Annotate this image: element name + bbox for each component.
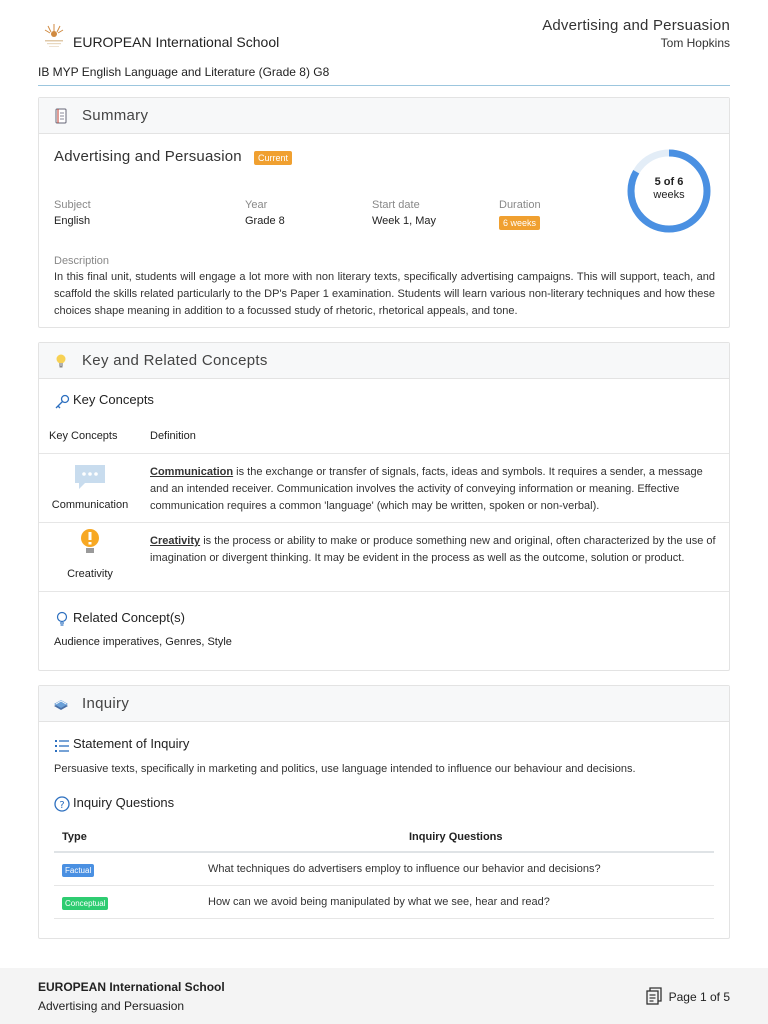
notebook-icon — [53, 108, 69, 124]
lightbulb-outline-icon — [54, 611, 70, 627]
concept-term: Creativity — [150, 535, 201, 547]
inquiry-card — [38, 685, 730, 939]
subject-label: Subject — [54, 199, 91, 211]
footer-unit-title: Advertising and Persuasion — [38, 999, 185, 1013]
summary-card — [38, 97, 730, 328]
footer-school-name: EUROPEAN International School — [38, 980, 225, 994]
inquiry-questions-title: Inquiry Questions — [73, 795, 175, 810]
page-indicator: Page 1 of 5 — [668, 990, 730, 1004]
progress-count: 5 of 6 — [654, 176, 684, 188]
start-date-value: Week 1, May — [372, 215, 436, 227]
description-text: In this final unit, students will engage a lot more with non literary texts, specifically advertising campaigns. This will support, teach, and scaffold the skills related particularly to the DP's Paper 1 examination. Students will learn various non-literary techniques and how these choices shape meaning in addition to a focussed study of rhetoric, rhetorical appeals, and tone. — [54, 271, 715, 317]
conceptual-badge: Conceptual — [62, 897, 108, 910]
lightbulb-icon — [53, 353, 69, 369]
concept-term: Communication — [150, 466, 234, 478]
statement-of-inquiry-title: Statement of Inquiry — [73, 736, 190, 751]
key-icon — [54, 394, 70, 410]
svg-text:?: ? — [59, 800, 65, 811]
concept-definition — [150, 464, 719, 515]
concepts-heading: Key and Related Concepts — [82, 352, 268, 369]
lightbulb-icon — [73, 527, 107, 557]
concept-name: Creativity — [67, 568, 113, 580]
speech-bubble-icon — [73, 462, 107, 492]
key-concepts-title: Key Concepts — [73, 392, 154, 407]
inquiry-questions-table — [54, 820, 714, 919]
statement-of-inquiry-text: Persuasive texts, specifically in marketing and politics, use language intended to influence our behaviour and decisions. — [54, 763, 636, 775]
school-name: EUROPEAN International School — [73, 34, 280, 50]
concepts-card — [38, 342, 730, 671]
start-date-label: Start date — [372, 199, 420, 211]
year-label: Year — [245, 199, 268, 211]
duration-badge: 6 weeks — [499, 216, 540, 230]
list-icon — [54, 738, 70, 754]
inquiry-header — [39, 686, 729, 722]
unit-name: Advertising and Persuasion — [54, 148, 242, 165]
status-badge: Current — [254, 151, 292, 165]
questions-column-header: Inquiry Questions — [409, 831, 503, 843]
duration-label: Duration — [499, 199, 541, 211]
teacher-name: Tom Hopkins — [660, 36, 730, 50]
inquiry-question: How can we avoid being manipulated by what we see, hear and read? — [208, 896, 550, 908]
course-title: IB MYP English Language and Literature (Grade 8) G8 — [38, 65, 330, 79]
concept-name: Communication — [51, 499, 129, 511]
school-crest-icon — [40, 22, 68, 50]
concept-definition-text: is the process or ability to make or produce something new and original, often characterized by the use of imagination or divergent thinking. It may be evident in the process as well as the outcome, solution or product. — [150, 535, 716, 564]
document-pages-icon — [646, 987, 662, 1005]
definition-column-header: Definition — [150, 430, 196, 442]
table-row — [39, 523, 729, 592]
table-row — [39, 454, 729, 523]
table-header — [54, 820, 714, 853]
page-header — [38, 14, 730, 60]
header-divider — [38, 85, 730, 86]
related-concepts-title: Related Concept(s) — [73, 610, 185, 625]
key-concepts-table — [39, 453, 729, 592]
summary-header — [39, 98, 729, 134]
table-row — [54, 853, 714, 886]
related-concepts-text: Audience imperatives, Genres, Style — [54, 636, 232, 648]
type-column-header: Type — [62, 831, 87, 843]
books-icon — [53, 696, 69, 712]
year-value: Grade 8 — [245, 215, 285, 227]
concept-definition-text: is the exchange or transfer of signals, facts, ideas and symbols. It requires a sender, a message and an intended receiver. Communication involves the activity of conveying information or meaning. Effective communication requires a common 'language' (which may be written, spoken or non-verbal). — [150, 466, 703, 512]
inquiry-heading: Inquiry — [82, 695, 130, 712]
description-label: Description — [54, 255, 110, 267]
factual-badge: Factual — [62, 864, 94, 877]
progress-unit: weeks — [653, 189, 685, 201]
key-concepts-column-header: Key Concepts — [49, 430, 118, 442]
inquiry-question: What techniques do advertisers employ to influence our behavior and decisions? — [208, 863, 601, 875]
question-icon — [54, 796, 70, 812]
subject-value: English — [54, 215, 91, 227]
unit-title: Advertising and Persuasion — [542, 17, 730, 34]
page-footer — [0, 968, 768, 1024]
progress-label — [626, 176, 712, 202]
summary-heading: Summary — [82, 107, 149, 124]
concepts-header — [39, 343, 729, 379]
concept-definition — [150, 533, 719, 567]
table-row — [54, 886, 714, 919]
